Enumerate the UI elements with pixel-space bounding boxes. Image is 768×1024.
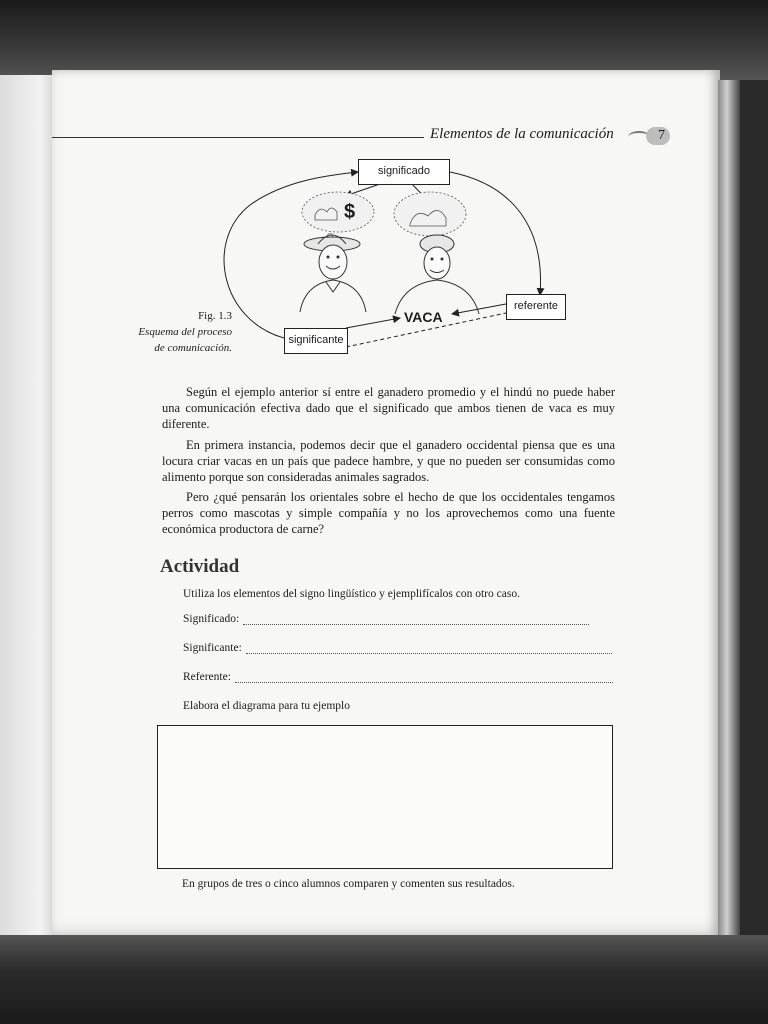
thought-cloud-left [302, 192, 374, 244]
paragraph-3: Pero ¿qué pensarán los orientales sobre el hecho de que los occidentales tengamos perros como mascotas y simple compañía y no los aprovechemos como una fuente económica productora de carne? [162, 490, 615, 536]
referente-field [183, 670, 613, 683]
arrow-significante-vaca [346, 318, 400, 328]
diagram-drawing-area[interactable] [157, 725, 613, 869]
closing-instruction: En grupos de tres o cinco alumnos comparen y comenten sus resultados. [182, 878, 515, 890]
significante-field [183, 641, 612, 654]
vaca-label: VACA [404, 309, 443, 325]
referente-box: referente [506, 294, 566, 320]
rancher-figure [300, 235, 366, 312]
significante-answer-line[interactable] [246, 641, 612, 654]
dollar-sign: $ [344, 201, 356, 223]
paragraph-2: En primera instancia, podemos decir que el ganadero occidental piensa que es una locura criar vacas en un país que padece hambre, y que no pueden ser consumidas como alimento porque son consideradas animales sagrados. [162, 438, 615, 484]
page-number: 7 [658, 128, 665, 143]
paragraph-1: Según el ejemplo anterior sí entre el ganadero promedio y el hindú no puede haber una comunicación efectiva dado que el significado que ambos tienen de vaca es muy diferente. [162, 385, 615, 431]
figure-caption [120, 308, 232, 356]
running-head: Elementos de la comunicación [430, 126, 614, 142]
loop-arrow-right [450, 172, 541, 295]
activity-instruction: Utiliza los elementos del signo lingüístico y ejemplifícalos con otro caso. [183, 588, 520, 600]
significado-box: significado [358, 159, 450, 185]
caption-number: Fig. 1.3 [198, 310, 232, 322]
significante-box: significante [284, 328, 348, 354]
significado-field-label: Significado: [183, 613, 240, 625]
referente-field-label: Referente: [183, 671, 231, 683]
thought-cloud-right [394, 192, 466, 243]
significado-field [183, 612, 589, 625]
referente-answer-line[interactable] [235, 670, 613, 683]
hindu-figure [395, 235, 479, 314]
caption-line-2: de comunicación. [154, 342, 232, 354]
diagram-prompt: Elabora el diagrama para tu ejemplo [183, 700, 350, 712]
significado-answer-line[interactable] [243, 612, 589, 625]
caption-line-1: Esquema del proceso [138, 326, 232, 338]
significante-field-label: Significante: [183, 642, 242, 654]
activity-title: Actividad [160, 556, 240, 577]
